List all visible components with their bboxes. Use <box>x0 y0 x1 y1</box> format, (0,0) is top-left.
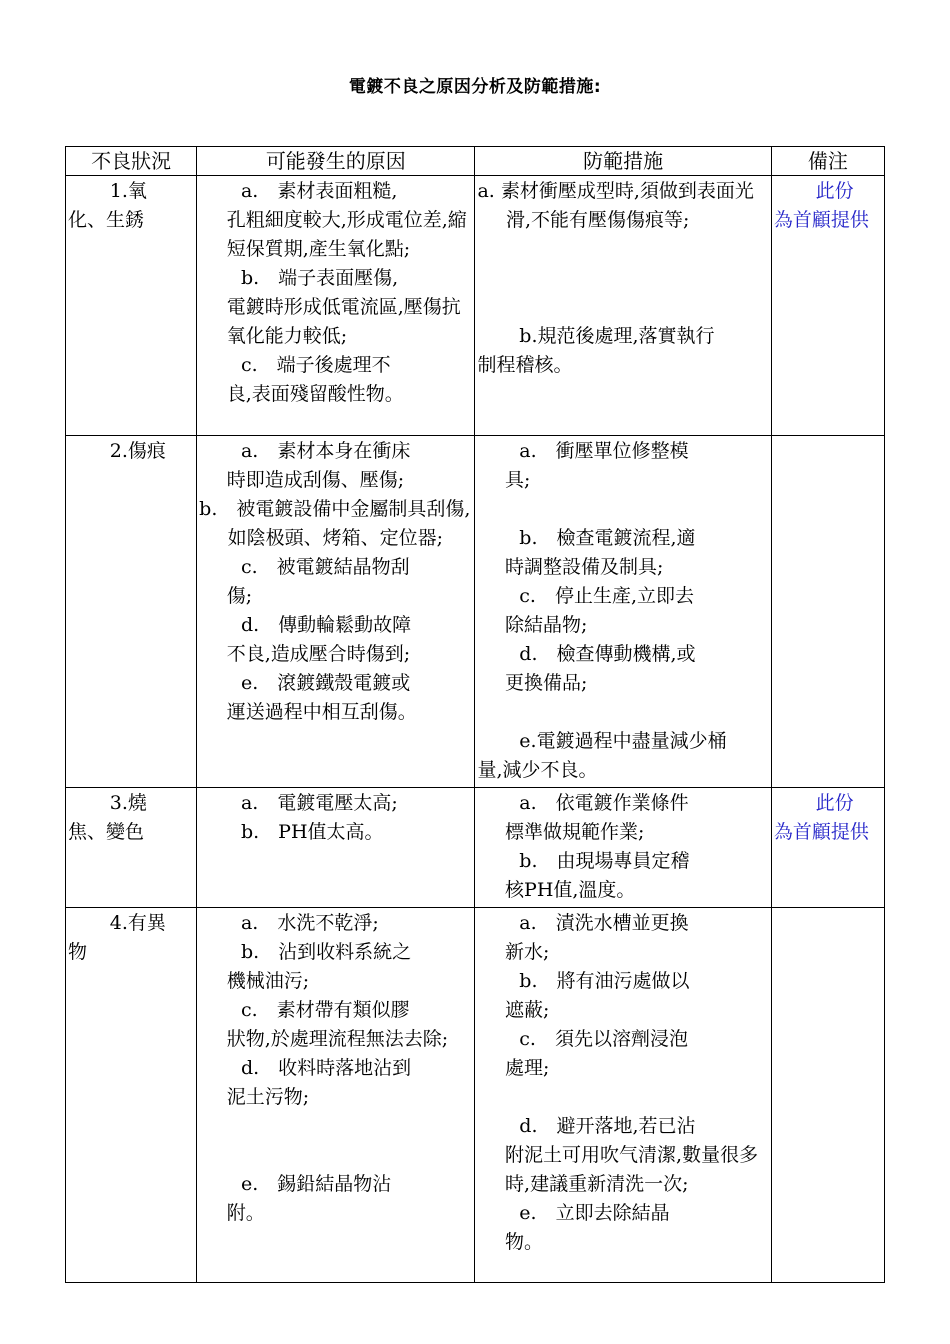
measure-text: 新水; <box>505 941 550 963</box>
causes-cell <box>197 908 475 1283</box>
measure-text: a. 素材衝壓成型時,須做到表面光滑,不能有壓傷傷痕等; <box>477 180 754 231</box>
measure-text: 核PH值,溫度。 <box>505 879 636 901</box>
measure-text: 量,減少不良。 <box>477 759 598 781</box>
cause-text: b. 沾到收料系統之 <box>240 941 412 963</box>
cause-text: 機械油污; <box>226 970 310 992</box>
condition-cell <box>66 908 197 1283</box>
cause-text: 電鍍時形成低電流區,壓傷抗氧化能力較低; <box>226 296 461 347</box>
measure-text: b. 檢查電鍍流程,適 <box>519 527 696 549</box>
cause-text: c. 素材帶有類似膠 <box>240 999 410 1021</box>
measure-text: a. 衝壓單位修整模 <box>519 440 689 462</box>
note-text: 為首顧提供 <box>773 821 869 843</box>
table-row <box>66 436 885 788</box>
note-cell <box>771 908 884 1283</box>
header-note: 備注 <box>771 147 884 176</box>
measure-text: 時調整設備及制具; <box>505 556 664 578</box>
measure-text: b. 由現場專員定稽 <box>519 850 690 872</box>
table-row <box>66 176 885 436</box>
measure-text: e. 立即去除結晶 <box>519 1202 670 1224</box>
cause-text: a. 素材表面粗糙, <box>240 180 398 202</box>
measures-cell <box>475 436 771 788</box>
measure-text: e.電鍍過程中盡量減少桶 <box>519 730 727 752</box>
condition-text: 1.氧 <box>109 180 147 202</box>
measure-text: a. 依電鍍作業條件 <box>519 792 689 814</box>
cause-text: e. 錫鉛結晶物沾 <box>240 1173 392 1195</box>
cause-text: c. 端子後處理不 <box>240 354 391 376</box>
cause-text: 時即造成刮傷、壓傷; <box>226 469 405 491</box>
note-text: 此份 <box>815 792 854 814</box>
measure-text: 更換備品; <box>505 672 588 694</box>
measure-text: 制程稽核。 <box>477 354 573 376</box>
table-header-row <box>66 147 885 176</box>
causes-cell <box>197 436 475 788</box>
cause-text: 運送過程中相互刮傷。 <box>226 701 417 723</box>
measure-text: d. 檢查傳動機構,或 <box>519 643 696 665</box>
cause-text: a. 素材本身在衝床 <box>240 440 411 462</box>
cause-text: 泥土污物; <box>226 1086 310 1108</box>
measure-text: b. 將有油污處做以 <box>519 970 690 992</box>
cause-text: a. 水洗不乾淨; <box>240 912 379 934</box>
measures-cell <box>475 788 771 908</box>
condition-text: 化、生銹 <box>68 209 145 231</box>
cause-text: b. PH值太高。 <box>240 821 384 843</box>
measure-text: c. 須先以溶劑浸泡 <box>519 1028 688 1050</box>
note-cell <box>771 788 884 908</box>
condition-cell <box>66 176 197 436</box>
measure-text: 附泥土可用吹气清潔,數量很多時,建議重新清洗一次; <box>505 1144 759 1195</box>
cause-text: e. 滾鍍鐵殼電鍍或 <box>240 672 411 694</box>
measure-text: b.規范後處理,落實執行 <box>519 325 715 347</box>
cause-text: 附。 <box>226 1202 265 1224</box>
cause-text: 良,表面殘留酸性物。 <box>226 383 404 405</box>
table-row <box>66 908 885 1283</box>
defect-analysis-table <box>65 146 885 1283</box>
table-row <box>66 788 885 908</box>
cause-text: 孔粗細度較大,形成電位差,縮短保質期,產生氧化點; <box>226 209 467 260</box>
measures-cell <box>475 176 771 436</box>
cause-text: b. 端子表面壓傷, <box>240 267 399 289</box>
measures-cell <box>475 908 771 1283</box>
condition-text: 3.燒 <box>109 792 147 814</box>
cause-text: c. 被電鍍結晶物刮 <box>240 556 410 578</box>
document-title: 電鍍不良之原因分析及防範措施: <box>348 77 602 97</box>
header-causes: 可能發生的原因 <box>197 147 475 176</box>
condition-text: 物 <box>68 941 88 963</box>
measure-text: a. 漬洗水槽並更換 <box>519 912 689 934</box>
note-text: 為首顧提供 <box>773 209 869 231</box>
causes-cell <box>197 176 475 436</box>
condition-text: 焦、變色 <box>68 821 145 843</box>
condition-cell <box>66 788 197 908</box>
header-condition: 不良狀況 <box>66 147 197 176</box>
causes-cell <box>197 788 475 908</box>
cause-text: 狀物,於處理流程無法去除; <box>226 1028 449 1050</box>
header-measures: 防範措施 <box>475 147 771 176</box>
cause-text: d. 傳動輪鬆動故障 <box>240 614 412 636</box>
measure-text: 標準做規範作業; <box>505 821 645 843</box>
cause-text: d. 收料時落地沾到 <box>240 1057 412 1079</box>
cause-text: 不良,造成壓合時傷到; <box>226 643 411 665</box>
condition-cell <box>66 436 197 788</box>
measure-text: 除結晶物; <box>505 614 588 636</box>
note-cell <box>771 176 884 436</box>
note-cell <box>771 436 884 788</box>
cause-text: b. 被電鍍設備中金屬制具刮傷,如陰极頭、烤箱、定位器; <box>199 498 471 549</box>
measure-text: 具; <box>505 469 531 491</box>
measure-text: 處理; <box>505 1057 550 1079</box>
measure-text: c. 停止生產,立即去 <box>519 585 695 607</box>
cause-text: a. 電鍍電壓太高; <box>240 792 398 814</box>
note-text: 此份 <box>815 180 854 202</box>
measure-text: 遮蔽; <box>505 999 550 1021</box>
cause-text: 傷; <box>226 585 253 607</box>
condition-text: 4.有異 <box>109 912 166 934</box>
measure-text: d. 避开落地,若已沾 <box>519 1115 696 1137</box>
condition-text: 2.傷痕 <box>109 440 166 462</box>
measure-text: 物。 <box>505 1231 544 1253</box>
